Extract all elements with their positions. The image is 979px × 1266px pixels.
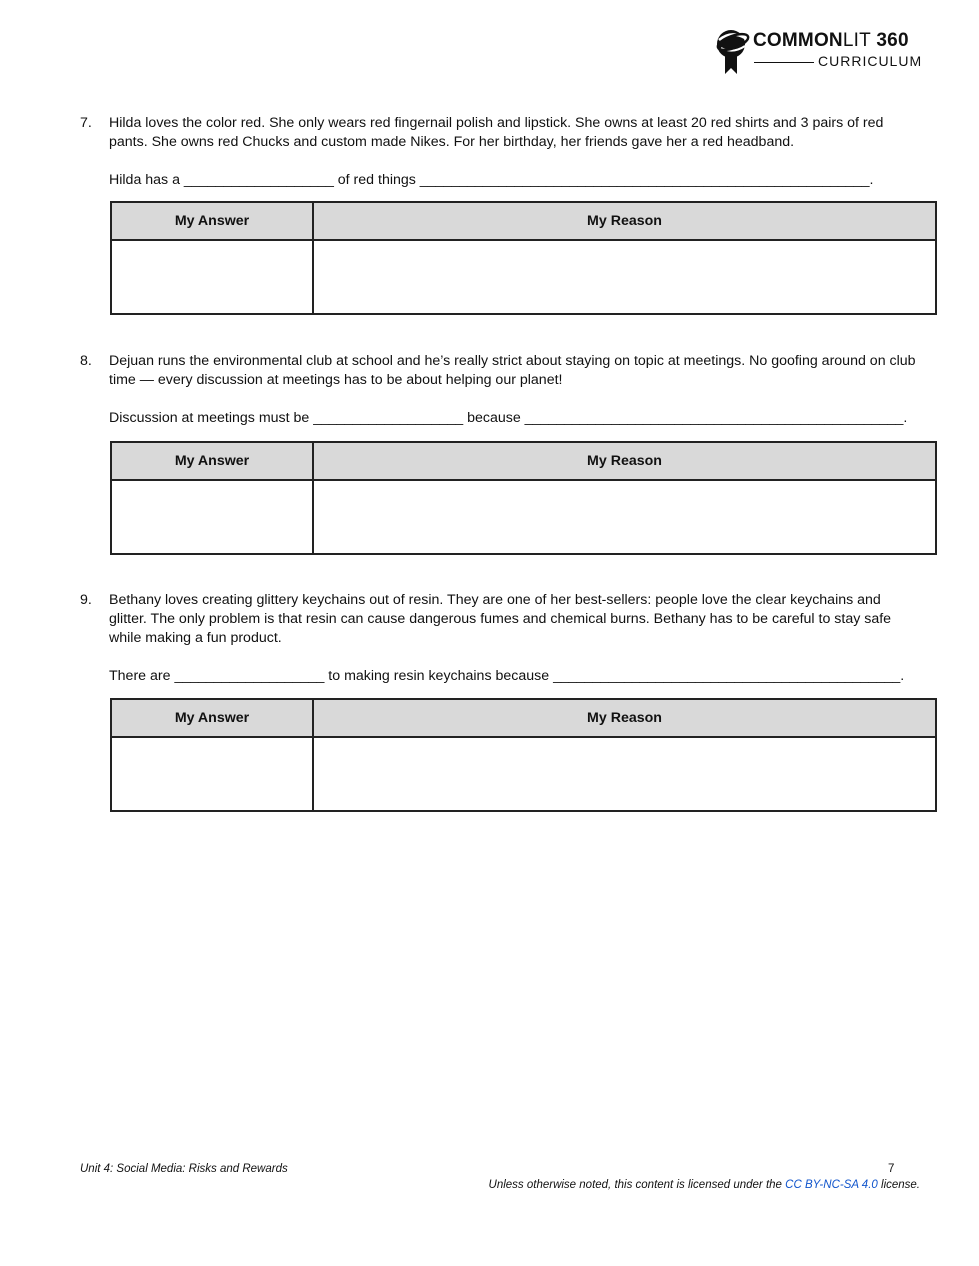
- logo-subtitle: CURRICULUM: [818, 53, 923, 69]
- globe-ribbon-icon: [713, 26, 751, 76]
- question-number: 7.: [80, 115, 92, 131]
- logo-wordmark: COMMONLIT 360: [753, 30, 909, 51]
- answer-cell[interactable]: [111, 240, 313, 314]
- question-number: 8.: [80, 353, 92, 369]
- reason-cell[interactable]: [313, 737, 936, 811]
- question-prompt: There are ___________________ to making resin keychains because ____________________________________________.: [109, 668, 905, 684]
- question-prompt: Hilda has a ___________________ of red things _________________________________________________________.: [109, 172, 874, 188]
- answer-cell[interactable]: [111, 480, 313, 554]
- reason-cell[interactable]: [313, 480, 936, 554]
- question-text: Dejuan runs the environmental club at school and he’s really strict about staying on topic at meetings. No goofing around on club time — every discussion at meetings has to be about helping our planet!: [109, 353, 916, 388]
- footer-unit-title: Unit 4: Social Media: Risks and Rewards: [80, 1163, 288, 1175]
- my-answer-header: My Answer: [111, 202, 313, 240]
- my-answer-header: My Answer: [111, 442, 313, 480]
- reason-cell[interactable]: [313, 240, 936, 314]
- question-7: [80, 114, 940, 190]
- license-suffix: license.: [877, 1179, 920, 1191]
- my-reason-header: My Reason: [313, 699, 936, 737]
- license-link[interactable]: CC BY-NC-SA 4.0: [785, 1179, 878, 1191]
- my-answer-header: My Answer: [111, 699, 313, 737]
- my-reason-header: My Reason: [313, 202, 936, 240]
- commonlit-logo: [713, 26, 923, 76]
- question-8: [80, 352, 940, 428]
- answer-table-7: [110, 201, 937, 315]
- question-number: 9.: [80, 592, 92, 608]
- question-prompt: Discussion at meetings must be ___________________ because ________________________________________________.: [109, 410, 908, 426]
- page-number: 7: [888, 1163, 895, 1175]
- question-text: Hilda loves the color red. She only wears red fingernail polish and lipstick. She owns at least 20 red shirts and 3 pairs of red pants. She owns red Chucks and custom made Nikes. For her birthday, her friends gave her a red headband.: [109, 115, 884, 150]
- question-text: Bethany loves creating glittery keychains out of resin. They are one of her best-sellers: people love the clear keychains and glitter. The only problem is that resin can cause dangerous fumes and chemical burns. Bethany has to be careful to stay safe while making a fun product.: [109, 592, 892, 646]
- answer-table-9: [110, 698, 937, 812]
- answer-table-8: [110, 441, 937, 555]
- license-notice: [489, 1179, 920, 1191]
- logo-divider: [754, 62, 814, 63]
- license-prefix: Unless otherwise noted, this content is licensed under the: [488, 1179, 786, 1191]
- question-9: [80, 591, 940, 686]
- my-reason-header: My Reason: [313, 442, 936, 480]
- answer-cell[interactable]: [111, 737, 313, 811]
